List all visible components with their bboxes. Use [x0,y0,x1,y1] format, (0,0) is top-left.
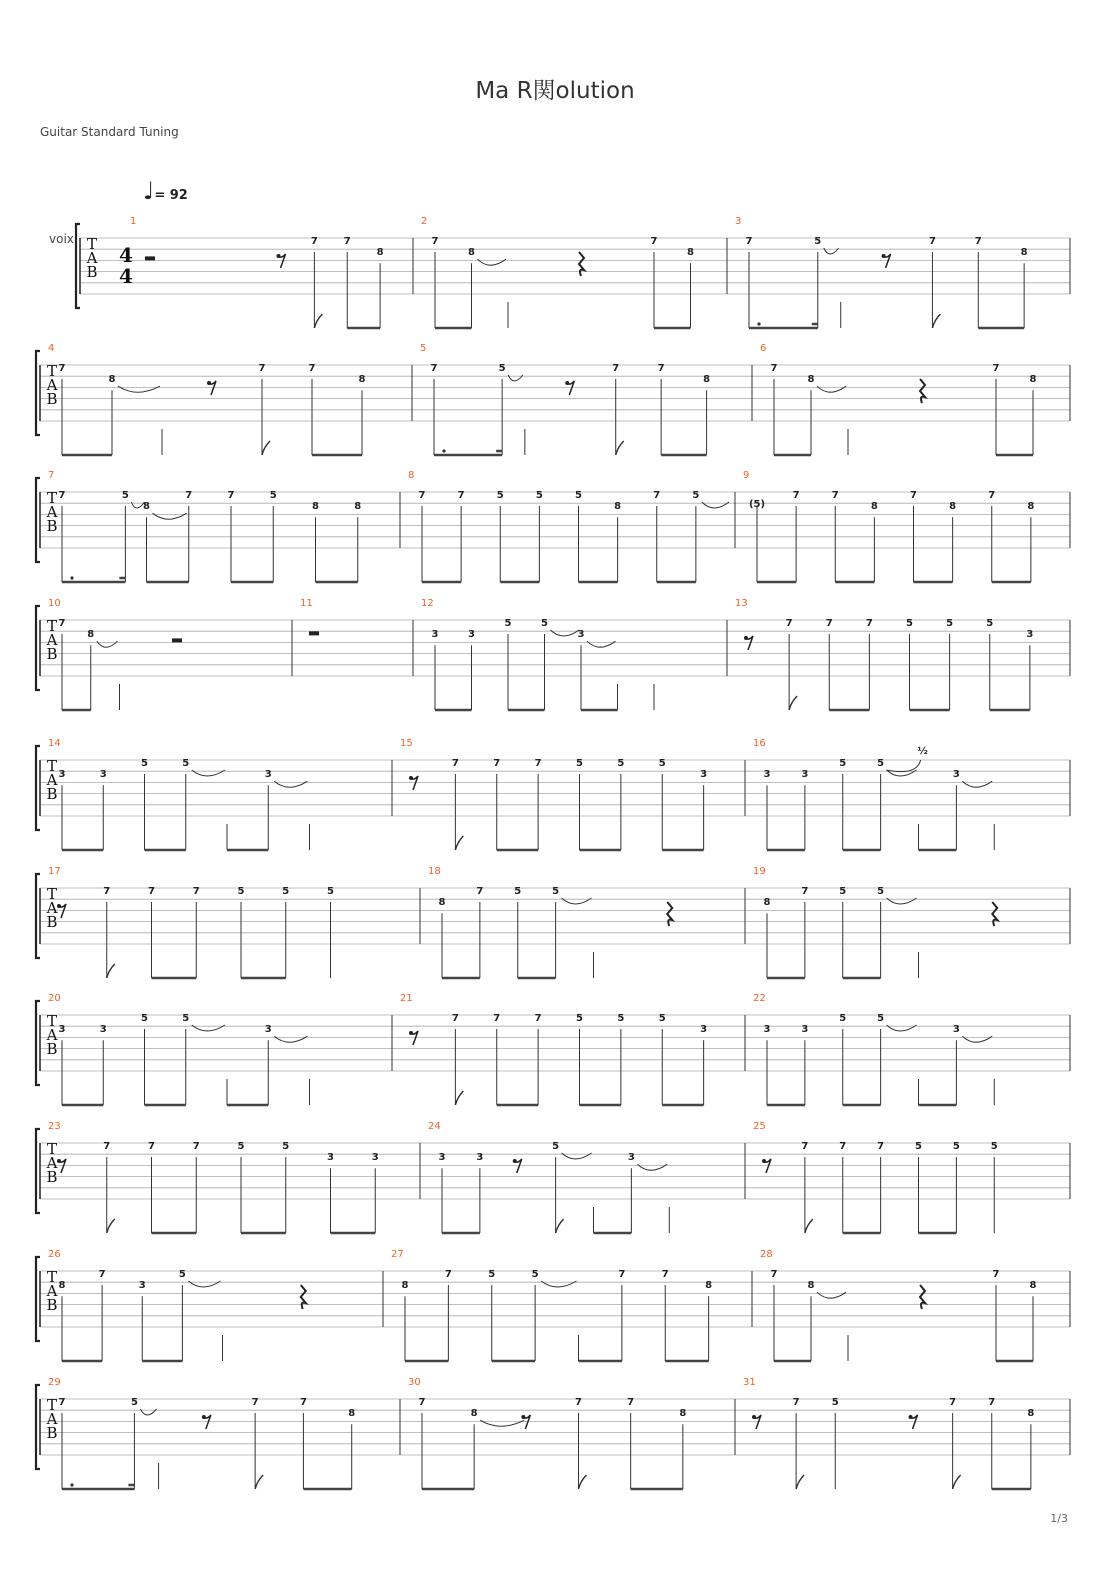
tab-clef-letter: A [46,503,58,521]
note-flag [255,1475,263,1489]
eighth-rest-dot [882,254,886,258]
fret-number: 7 [928,236,936,247]
fret-number: 5 [514,886,522,897]
fret-number: 5 [990,1141,998,1152]
fret-number: 3 [371,1152,379,1164]
fret-number: 7 [258,363,266,374]
quarter-rest [579,252,584,276]
quarter-rest [920,379,925,403]
fret-number: 7 [148,886,155,897]
eighth-rest-dot [207,381,211,385]
tab-clef-letter: B [46,785,58,803]
fret-number: 7 [98,1269,106,1280]
eighth-rest-dot [57,1159,61,1163]
note-flag [805,1219,813,1233]
fret-number: 8 [807,1280,815,1292]
fret-number: 5 [575,490,582,501]
time-signature-bottom: 4 [119,264,133,288]
whole-rest [309,631,319,635]
tab-clef-letter: B [46,1168,58,1186]
eighth-rest-dot [202,1415,206,1419]
tab-clef-letter: A [46,771,58,789]
measure-number: 14 [48,738,61,749]
time-signature-top: 4 [119,243,133,267]
measure-number: 2 [421,216,428,227]
tab-clef-letter: A [86,249,98,267]
note-flag [953,1475,961,1489]
fret-number: 5 [182,758,190,769]
measure-number: 11 [300,598,313,609]
note-flag [314,314,322,328]
fret-number: 3 [763,769,771,781]
fret-number: 8 [87,629,95,641]
fret-number: 7 [58,1397,66,1408]
fret-number: 3 [577,629,585,641]
fret-number: 7 [476,886,484,897]
fret-number: 7 [657,363,665,374]
fret-number: 3 [952,769,960,781]
measure-number: 28 [760,1249,773,1260]
fret-number: 3 [476,1152,484,1164]
tab-clef-letter: A [46,376,58,394]
fret-number: 8 [354,501,362,513]
fret-number: 7 [745,236,753,247]
fret-number: 7 [618,1269,626,1280]
fret-number: 7 [992,363,1000,374]
measure-number: 9 [743,470,750,481]
fret-number: 7 [949,1397,957,1408]
fret-number: 8 [614,501,622,513]
fret-number: 3 [1026,629,1034,641]
fret-number: 3 [327,1152,334,1164]
page-number: 1/3 [1050,1512,1068,1525]
eighth-rest-dot [57,904,61,908]
tab-clef-letter: T [46,1140,58,1158]
fret-number: 8 [468,247,475,259]
dot [70,576,73,579]
tab-clef-letter: B [46,913,58,931]
fret-number: 5 [552,1141,560,1152]
measure-number: 23 [48,1121,61,1132]
measure-number: 1 [130,216,137,227]
note-flag [107,1219,115,1233]
tab-clef-letter: T [46,885,58,903]
measure-number: 6 [760,343,767,354]
fret-number: 5 [952,1141,960,1152]
fret-number: 7 [627,1397,635,1408]
fret-number: 5 [237,886,245,897]
fret-number: 7 [534,758,542,769]
fret-number: 7 [148,1141,155,1152]
measure-number: 13 [735,598,748,609]
eighth-rest-dot [762,1159,766,1163]
fret-number: 8 [1020,247,1028,259]
fret-number: 3 [700,769,708,781]
track-name: voix [49,232,74,246]
fret-number: 5 [237,1141,245,1152]
fret-number: 7 [801,1141,809,1152]
fret-number: 8 [58,1280,66,1292]
fret-number: 8 [807,374,815,386]
fret-number: 5 [839,758,847,769]
fret-number: 5 [658,758,666,769]
measure-number: 8 [408,470,415,481]
measure-number: 27 [391,1249,404,1260]
quarter-rest [301,1285,306,1309]
quarter-rest [667,902,672,926]
fret-number: 7 [251,1397,259,1408]
measure-number: 20 [48,993,61,1004]
fret-number: 7 [451,758,459,769]
fret-number: 3 [438,1152,446,1164]
eighth-rest-dot [409,1031,413,1035]
fret-number: 7 [418,1397,426,1408]
measure-number: 10 [48,598,61,609]
fret-number: 7 [308,363,316,374]
tuning-label: Guitar Standard Tuning [40,125,179,139]
fret-number: 8 [348,1408,356,1420]
eighth-rest-dot [909,1415,913,1419]
fret-number: 7 [457,490,465,501]
tab-clef-letter: A [46,1410,58,1428]
fret-number: 7 [58,618,66,629]
fret-number: 7 [825,618,833,629]
fret-number: 7 [185,490,193,501]
fret-number: 5 [946,618,954,629]
eighth-rest-dot [565,381,569,385]
bend-label: ½ [917,746,928,757]
measure-number: 29 [48,1377,61,1388]
fret-number: 3 [763,1024,771,1036]
fret-number: 5 [541,618,548,629]
fret-number: 7 [770,363,778,374]
fret-number: 5 [141,1013,148,1024]
measure-number: 7 [48,470,55,481]
measure-number: 22 [753,993,766,1004]
tab-clef-letter: A [46,1282,58,1300]
fret-number: 7 [451,1013,459,1024]
measure-number: 21 [400,993,413,1004]
fret-number: 3 [468,629,475,641]
measure-number: 3 [735,216,742,227]
fret-number: 5 [121,490,129,501]
fret-number: 5 [877,886,885,897]
tab-clef-letter: A [46,1154,58,1172]
note-flag [455,1091,463,1105]
fret-number: 5 [692,490,700,501]
fret-number: 7 [877,1141,885,1152]
note-flag [262,441,270,455]
note-flag [616,441,624,455]
fret-number: 5 [269,490,277,501]
tab-clef-letter: B [46,1424,58,1442]
eighth-rest-dot [744,636,748,640]
measure-number: 25 [753,1121,766,1132]
fret-number: 5 [576,1013,583,1024]
note-flag [789,696,797,710]
fret-number: 3 [99,1024,107,1036]
fret-number: 8 [1029,374,1037,386]
measure-number: 17 [48,866,61,877]
note-flag [556,1219,564,1233]
fret-number: 7 [103,886,111,897]
fret-number: 3 [138,1280,146,1292]
fret-number: 3 [801,769,809,781]
tab-clef-letter: T [46,489,58,507]
fret-number: 7 [988,490,996,501]
tempo-value: = 92 [154,188,188,203]
measure-number: 15 [400,738,413,749]
fret-number: 7 [103,1141,111,1152]
fret-number: 7 [910,490,917,501]
bend-arrow [887,760,921,772]
fret-number: 8 [679,1408,687,1420]
note-flag [796,1475,804,1489]
fret-number: 7 [575,1397,582,1408]
fret-number: 5 [814,236,822,247]
fret-number: 8 [108,374,116,386]
fret-number: 7 [431,236,439,247]
fret-number: 7 [493,758,501,769]
tab-clef-letter: A [46,899,58,917]
fret-number: 3 [801,1024,809,1036]
half-rest [145,256,155,260]
dot [70,1483,73,1486]
measure-number: 4 [48,343,55,354]
fret-number: 7 [343,236,351,247]
tab-clef-letter: T [46,1012,58,1030]
quarter-rest [992,902,997,926]
eighth-rest-dot [277,254,281,258]
tab-clef-letter: T [86,235,98,253]
fret-number: 7 [612,363,620,374]
fret-number: 7 [493,1013,501,1024]
fret-number: 8 [470,1408,478,1420]
fret-number: 5 [130,1397,138,1408]
fret-number: 8 [438,897,446,909]
fret-number: 7 [801,886,809,897]
tab-clef-letter: T [46,757,58,775]
measure-number: 5 [420,343,427,354]
fret-number: 7 [650,236,658,247]
fret-number: 5 [877,1013,885,1024]
fret-number: (5) [748,499,766,511]
fret-number: 5 [496,490,504,501]
fret-number: 5 [839,1013,847,1024]
dot [757,322,760,325]
fret-number: 8 [143,501,150,513]
fret-number: 7 [58,363,66,374]
quarter-note-icon: ♩ [143,177,155,205]
fret-number: 8 [949,501,957,513]
fret-number: 7 [974,236,982,247]
tab-clef-letter: B [46,390,58,408]
fret-number: 5 [504,618,512,629]
fret-number: 5 [906,618,913,629]
fret-number: 5 [282,1141,290,1152]
eighth-rest-dot [409,776,413,780]
fret-number: 5 [831,1397,839,1408]
fret-number: 5 [182,1013,190,1024]
fret-number: 7 [418,490,426,501]
fret-number: 3 [264,769,272,781]
fret-number: 7 [770,1269,778,1280]
fret-number: 5 [986,618,994,629]
fret-number: 7 [310,236,318,247]
tab-clef-letter: T [46,1268,58,1286]
fret-number: 3 [264,1024,272,1036]
tab-clef-letter: A [46,1026,58,1044]
tab-clef-letter: T [46,362,58,380]
fret-number: 3 [58,1024,66,1036]
fret-number: 5 [576,758,583,769]
tab-clef-letter: B [46,1296,58,1314]
measure-number: 12 [421,598,434,609]
fret-number: 7 [227,490,235,501]
note-flag [455,836,463,850]
fret-number: 7 [661,1269,669,1280]
dot [442,449,445,452]
fret-number: 5 [617,758,625,769]
fret-number: 7 [444,1269,452,1280]
fret-number: 8 [1027,501,1035,513]
song-title: Ma R関olution [475,78,635,104]
fret-number: 5 [141,758,148,769]
fret-number: 5 [498,363,506,374]
note-flag [579,1475,587,1489]
measure-number: 26 [48,1249,61,1260]
fret-number: 7 [653,490,661,501]
measure-number: 19 [753,866,766,877]
fret-number: 7 [192,1141,200,1152]
fret-number: 7 [58,490,66,501]
fret-number: 3 [431,629,439,641]
tab-clef-letter: T [46,1396,58,1414]
fret-number: 7 [785,618,793,629]
fret-number: 7 [865,618,873,629]
eighth-rest-dot [513,1159,517,1163]
note-flag [932,314,940,328]
quarter-rest [920,1285,925,1309]
fret-number: 7 [988,1397,996,1408]
fret-number: 8 [705,1280,713,1292]
fret-number: 8 [401,1280,409,1292]
fret-number: 5 [552,886,560,897]
fret-number: 7 [831,490,839,501]
fret-number: 8 [358,374,366,386]
fret-number: 7 [430,363,438,374]
fret-number: 7 [792,1397,800,1408]
fret-number: 7 [299,1397,307,1408]
eighth-rest-dot [521,1415,525,1419]
fret-number: 8 [687,247,694,259]
fret-number: 3 [952,1024,960,1036]
fret-number: 7 [792,490,800,501]
note-flag [107,964,115,978]
fret-number: 3 [99,769,107,781]
fret-number: 5 [488,1269,496,1280]
fret-number: 5 [617,1013,625,1024]
fret-number: 5 [178,1269,186,1280]
fret-number: 5 [915,1141,922,1152]
measure-number: 18 [428,866,441,877]
tab-clef-letter: B [86,263,98,281]
fret-number: 3 [58,769,66,781]
measure-number: 24 [428,1121,441,1132]
fret-number: 5 [535,490,543,501]
measure-number: 30 [408,1377,421,1388]
tab-clef-letter: B [46,1040,58,1058]
fret-number: 8 [376,247,384,259]
fret-number: 8 [870,501,878,513]
fret-number: 5 [327,886,334,897]
eighth-rest-dot [752,1415,756,1419]
fret-number: 8 [312,501,319,513]
fret-number: 8 [703,374,711,386]
fret-number: 5 [839,886,847,897]
fret-number: 8 [1027,1408,1035,1420]
tab-clef-letter: T [46,617,58,635]
fret-number: 5 [531,1269,539,1280]
half-rest [172,638,182,642]
fret-number: 3 [627,1152,635,1164]
fret-number: 7 [992,1269,1000,1280]
measure-number: 31 [743,1377,756,1388]
fret-number: 5 [877,758,885,769]
fret-number: 7 [839,1141,847,1152]
tab-clef-letter: A [46,631,58,649]
fret-number: 7 [534,1013,542,1024]
measure-number: 16 [753,738,766,749]
fret-number: 7 [192,886,200,897]
tab-clef-letter: B [46,645,58,663]
fret-number: 5 [658,1013,666,1024]
fret-number: 8 [763,897,771,909]
fret-number: 3 [700,1024,708,1036]
fret-number: 8 [1029,1280,1037,1292]
tab-clef-letter: B [46,517,58,535]
fret-number: 5 [282,886,290,897]
